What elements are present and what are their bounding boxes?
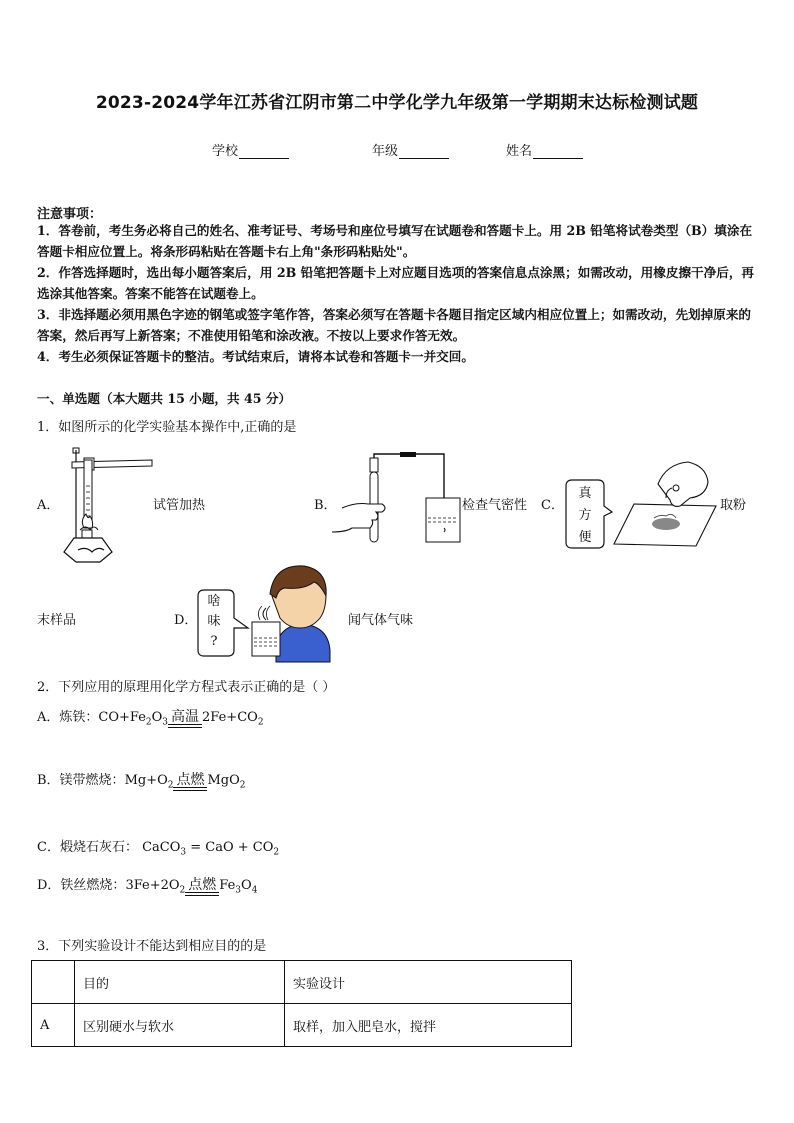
q2-option-d: D．铁丝燃烧：$3Fe+2O_2$ 点燃 $Fe_3O_4$ xyxy=(37,876,258,896)
note-item: 2．作答选择题时，选出每小题答案后，用 2B 铅笔把答题卡上对应题目选项的答案信息点涂黑；如需改动，用橡皮擦干净后，再选涂其他答案。答案不能答在试题卷上。 xyxy=(37,265,755,301)
table-cell: A xyxy=(32,1004,75,1047)
option-a-letter: A． xyxy=(37,498,60,513)
name-field: 姓名 xyxy=(506,140,583,159)
option-b-letter: B． xyxy=(314,498,337,513)
speech-bubble-c-text: 真 方 便 xyxy=(578,486,592,545)
speech-bubble-d-text: 啥 味 ? xyxy=(207,594,221,649)
question-2-stem: 2．下列应用的原理用化学方程式表示正确的是（ ） xyxy=(37,680,336,695)
option-d-letter: D． xyxy=(174,613,198,628)
section-heading: 一、单选题（本大题共 15 小题，共 45 分） xyxy=(37,391,292,406)
page-title: 2023-2024学年江苏省江阴市第二中学化学九年级第一学期期末达标检测试题 xyxy=(95,93,699,113)
q2-d-products: $Fe_3O_4$ xyxy=(219,878,258,896)
grade-field: 年级 xyxy=(372,140,449,159)
option-d-text: 闻气体气味 xyxy=(348,613,414,628)
option-c-text: 取粉 xyxy=(720,498,747,513)
test-tube-heating-figure xyxy=(62,446,154,564)
school-blank[interactable] xyxy=(239,145,289,159)
smelling-gas-figure xyxy=(246,566,332,662)
q2-a-arrow: 高温 xyxy=(168,710,202,728)
option-a-text: 试管加热 xyxy=(153,498,206,513)
q2-b-arrow: 点燃 xyxy=(173,773,207,791)
table-header-row xyxy=(32,961,572,1004)
question-1-stem: 1．如图所示的化学实验基本操作中,正确的是 xyxy=(37,420,297,435)
airtightness-check-figure xyxy=(340,452,462,546)
option-b-text: 检查气密性 xyxy=(462,498,528,513)
grade-blank[interactable] xyxy=(399,145,449,159)
q2-option-a: A．炼铁：$CO+Fe_2O_3$ 高温 $2Fe+CO_2$ xyxy=(37,708,264,728)
q2-option-b: B．镁带燃烧：$Mg+O_2$ 点燃 MgO$_2$ xyxy=(37,771,246,791)
table-header-cell: 实验设计 xyxy=(285,961,572,1004)
q2-b-products: MgO$_2$ xyxy=(207,773,246,791)
table-header-cell xyxy=(32,961,75,1004)
powder-sample-figure xyxy=(614,458,718,548)
q2-option-c: C．煅烧石灰石： CaCO$_3$ = CaO + $CO_2$ xyxy=(37,840,280,858)
q2-d-arrow: 点燃 xyxy=(185,878,219,896)
option-c-text-cont: 末样品 xyxy=(37,613,77,628)
notes-heading: 注意事项： xyxy=(37,207,103,222)
q2-d-reactants: $3Fe+2O_2$ xyxy=(125,878,186,896)
table-cell: 区别硬水与软水 xyxy=(75,1004,285,1047)
q2-a-products: $2Fe+CO_2$ xyxy=(202,710,264,728)
table-row xyxy=(32,1004,572,1047)
name-blank[interactable] xyxy=(533,145,583,159)
question-3-stem: 3．下列实验设计不能达到相应目的的是 xyxy=(37,939,267,954)
table-cell: 取样，加入肥皂水，搅拌 xyxy=(285,1004,572,1047)
note-item: 4．考生必须保证答题卡的整洁。考试结束后，请将本试卷和答题卡一并交回。 xyxy=(37,349,474,364)
note-item: 1．答卷前，考生务必将自己的姓名、准考证号、考场号和座位号填写在试题卷和答题卡上。用 2B 铅笔将试卷类型（B）填涂在答题卡相应位置上。将条形码粘贴在答题卡右上角"条形码粘贴处"。 xyxy=(37,223,753,259)
note-item: 3．非选择题必须用黑色字迹的钢笔或签字笔作答，答案必须写在答题卡各题目指定区域内相应位置上；如需改动，先划掉原来的答案，然后再写上新答案；不准使用铅笔和涂改液。不按以上要求作答无效。 xyxy=(37,307,752,343)
q2-a-reactants: $CO+Fe_2O_3$ xyxy=(98,710,169,728)
q2-c-equation: CaCO$_3$ = CaO + $CO_2$ xyxy=(137,840,280,858)
table-header-cell: 目的 xyxy=(75,961,285,1004)
option-c-letter: C． xyxy=(541,498,564,513)
q2-b-reactants: $Mg+O_2$ xyxy=(124,773,174,791)
question-3-table xyxy=(31,960,572,1047)
school-field: 学校 xyxy=(212,140,289,159)
